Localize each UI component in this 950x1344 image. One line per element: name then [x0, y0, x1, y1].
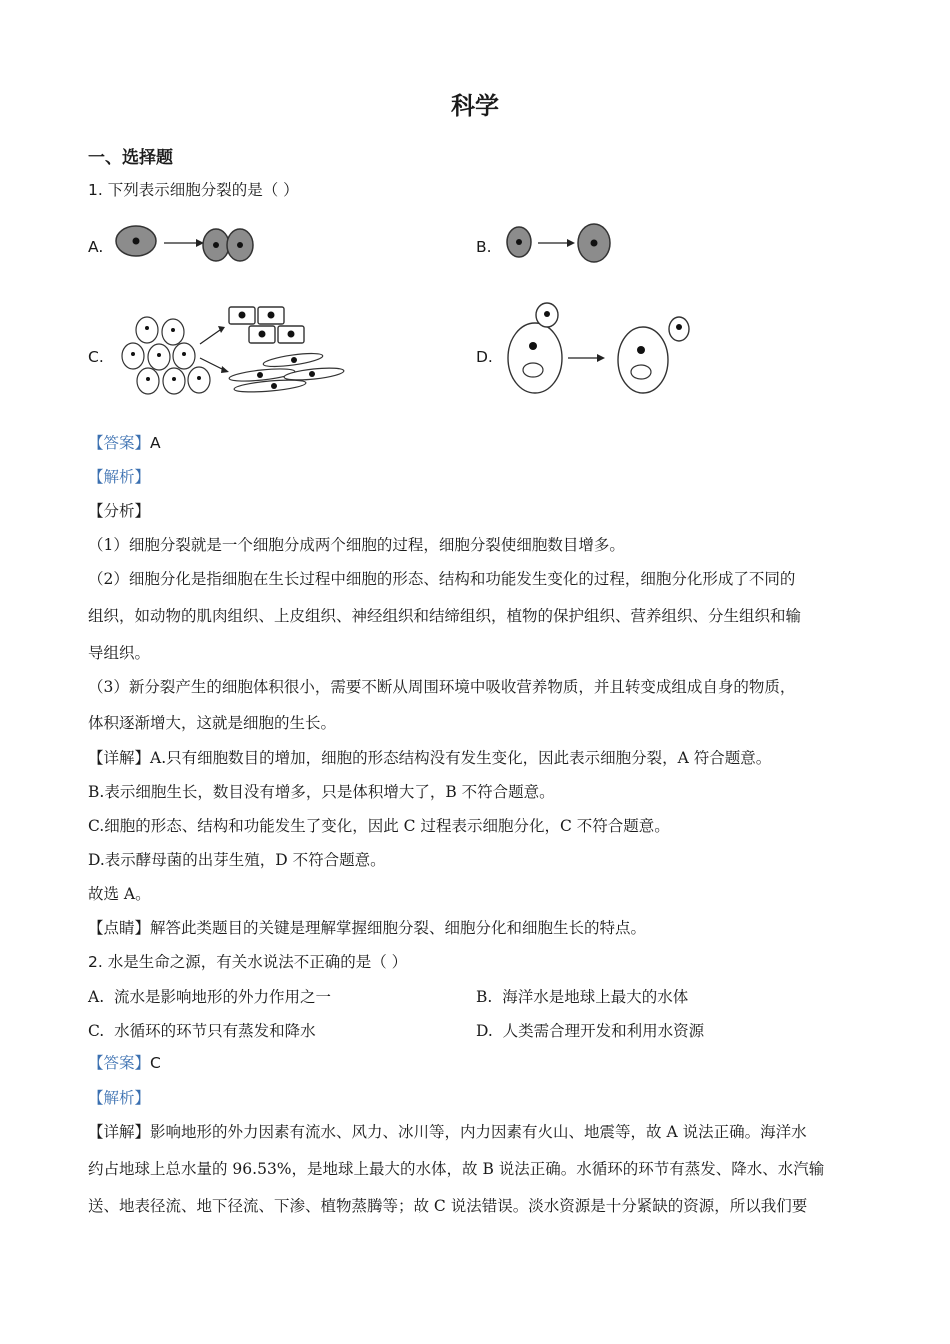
detail-line: 故选 A。	[88, 885, 151, 903]
detail-line: 约占地球上总水量的 96.53%，是地球上最大的水体，故 B 说法正确。水循环的环节有蒸发、降水、水汽输	[88, 1160, 825, 1178]
option-text: 水循环的环节只有蒸发和降水	[114, 1022, 316, 1040]
option-b-figure-cell-growth	[503, 222, 623, 268]
question-number: 2.	[88, 953, 103, 971]
q1-fenxi-tag: 【分析】	[88, 502, 151, 520]
analysis-line: （1）细胞分裂就是一个细胞分成两个细胞的过程，细胞分裂使细胞数目增多。	[88, 536, 625, 554]
option-d-figure-yeast-budding	[505, 300, 700, 400]
detail-line: 送、地表径流、地下径流、下渗、植物蒸腾等；故 C 说法错误。淡水资源是十分紧缺的资源，所以我们要	[88, 1197, 808, 1215]
answer-tag: 【答案】	[88, 434, 151, 452]
question-2	[88, 950, 407, 972]
option-a-figure-cell-division	[112, 222, 262, 268]
q2-detail	[88, 1120, 807, 1142]
answer-value: C	[150, 1054, 161, 1072]
q1-answer	[88, 431, 161, 453]
option-a	[88, 985, 331, 1007]
q2-analysis-tag: 【解析】	[88, 1089, 151, 1107]
page-title: 科学	[451, 92, 499, 120]
question-number: 1.	[88, 181, 103, 199]
detail-line: C.细胞的形态、结构和功能发生了变化，因此 C 过程表示细胞分化，C 不符合题意。	[88, 817, 670, 835]
option-letter: D.	[476, 1022, 493, 1040]
option-b	[476, 985, 688, 1007]
option-text: 海洋水是地球上最大的水体	[502, 988, 689, 1006]
q1-analysis-tag: 【解析】	[88, 468, 151, 486]
q1-dianjing	[88, 916, 646, 938]
question-stem: 下列表示细胞分裂的是（ ）	[107, 181, 299, 199]
detail-line: B.表示细胞生长，数目没有增多，只是体积增大了，B 不符合题意。	[88, 783, 555, 801]
option-text: 人类需合理开发和利用水资源	[502, 1022, 705, 1040]
section-heading: 一、选择题	[88, 148, 173, 168]
analysis-line: 组织，如动物的肌肉组织、上皮组织、神经组织和结缔组织，植物的保护组织、营养组织、分生组织和输	[88, 607, 802, 625]
option-c-letter: C.	[88, 348, 104, 366]
analysis-line: （2）细胞分化是指细胞在生长过程中细胞的形态、结构和功能发生变化的过程，细胞分化形成了不同的	[88, 570, 796, 588]
answer-tag: 【答案】	[88, 1054, 151, 1072]
detail-text: 影响地形的外力因素有流水、风力、冰川等，内力因素有火山、地震等，故 A 说法正确。海洋水	[150, 1123, 807, 1141]
option-d-letter: D.	[476, 348, 493, 366]
detail-line: D.表示酵母菌的出芽生殖，D 不符合题意。	[88, 851, 386, 869]
option-b-letter: B.	[476, 238, 492, 256]
question-stem: 水是生命之源，有关水说法不正确的是（ ）	[107, 953, 408, 971]
q1-detail	[88, 746, 771, 768]
dianjing-text: 解答此类题目的关键是理解掌握细胞分裂、细胞分化和细胞生长的特点。	[150, 919, 647, 937]
option-c	[88, 1019, 316, 1041]
q2-answer	[88, 1051, 161, 1073]
detail-tag: 【详解】	[88, 1123, 151, 1141]
option-text: 流水是影响地形的外力作用之一	[113, 988, 331, 1006]
analysis-line: （3）新分裂产生的细胞体积很小，需要不断从周围环境中吸收营养物质，并且转变成组成自身的物质，	[88, 678, 796, 696]
option-c-figure-cell-differentiation	[118, 300, 348, 400]
dianjing-tag: 【点睛】	[88, 919, 151, 937]
option-d	[476, 1019, 704, 1041]
option-letter: C.	[88, 1022, 105, 1040]
option-letter: A.	[88, 988, 105, 1006]
analysis-line: 体积逐渐增大，这就是细胞的生长。	[88, 714, 337, 732]
option-letter: B.	[476, 988, 493, 1006]
analysis-line: 导组织。	[88, 644, 151, 662]
question-1	[88, 178, 299, 200]
detail-tag: 【详解】	[88, 749, 151, 767]
option-a-letter: A.	[88, 238, 104, 256]
detail-text: A.只有细胞数目的增加，细胞的形态结构没有发生变化，因此表示细胞分裂，A 符合题意。	[150, 749, 772, 767]
answer-value: A	[150, 434, 161, 452]
